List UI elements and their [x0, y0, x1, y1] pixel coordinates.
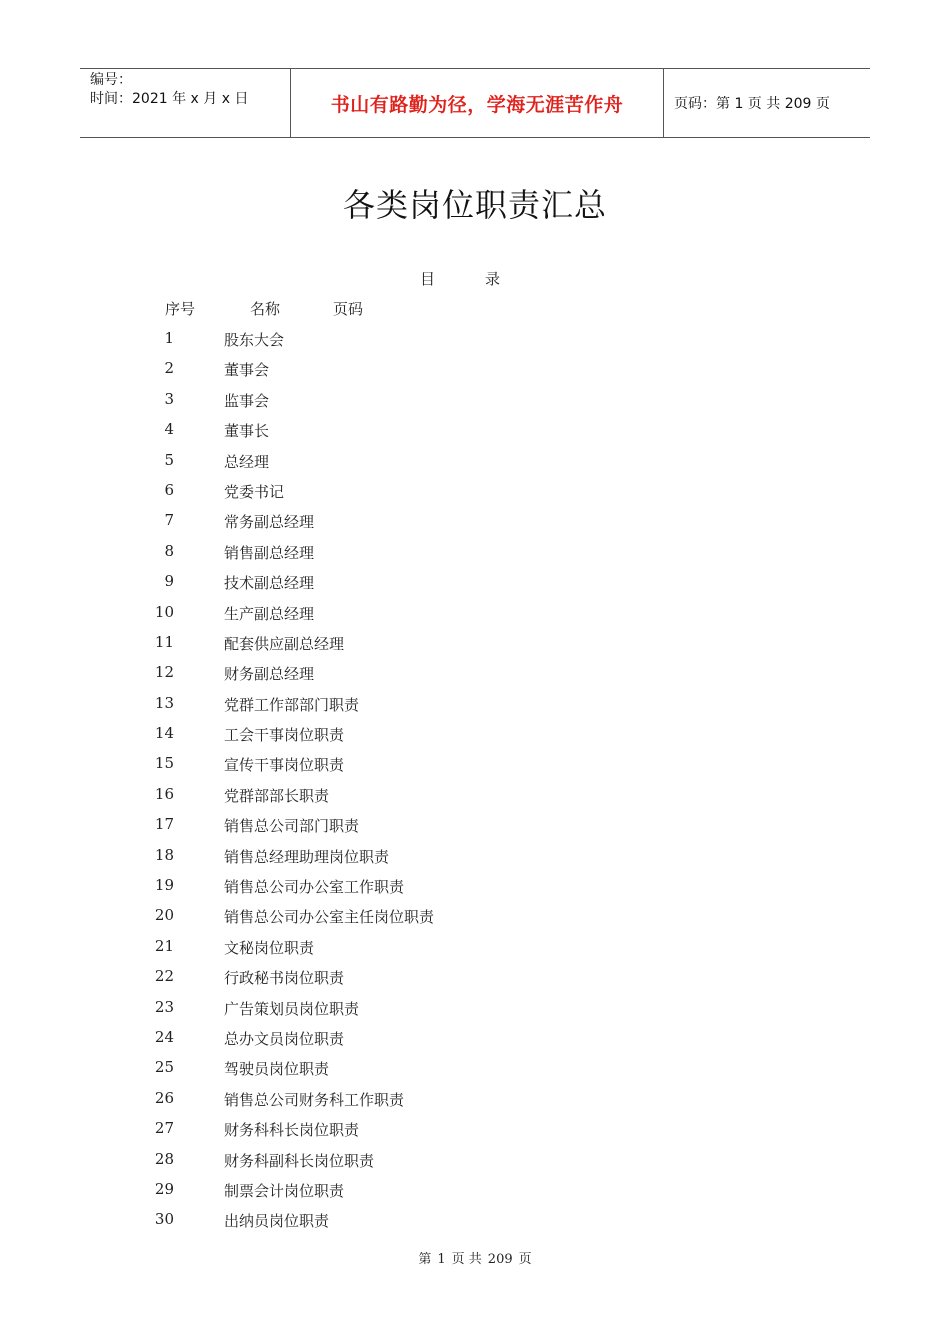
toc-row-number: 30	[154, 1210, 174, 1229]
toc-row-number: 29	[154, 1179, 174, 1198]
toc-row	[0, 1115, 950, 1145]
toc-row-number: 15	[154, 754, 174, 773]
toc-row-number: 23	[154, 997, 174, 1016]
toc-row-name: 总经理	[224, 452, 270, 471]
toc-row-number: 1	[164, 329, 174, 347]
toc-row-number: 2	[164, 359, 174, 378]
column-header-number: 序号	[165, 300, 196, 318]
toc-heading	[420, 268, 500, 289]
toc-row-name: 销售副总经理	[224, 543, 315, 562]
toc-row	[0, 599, 950, 629]
toc-row-name: 制票会计岗位职责	[224, 1181, 345, 1200]
toc-row	[0, 1054, 950, 1084]
toc-row-name: 常务副总经理	[224, 513, 315, 532]
toc-row	[0, 568, 950, 598]
toc-row-name: 财务科副科长岗位职责	[224, 1151, 375, 1170]
toc-row-name: 生产副总经理	[224, 604, 315, 623]
toc-row-name: 股东大会	[224, 331, 285, 349]
toc-row-name: 销售总公司财务科工作职责	[224, 1090, 405, 1109]
footer-suffix: 页	[518, 1252, 532, 1267]
toc-row-name: 监事会	[224, 391, 270, 410]
toc-row-name: 财务科科长岗位职责	[224, 1121, 360, 1140]
toc-row-name: 党群工作部部门职责	[224, 695, 360, 714]
toc-heading-char-2: 录	[485, 270, 501, 288]
toc-row	[0, 447, 950, 477]
toc-row-number: 17	[154, 815, 174, 834]
toc-row-number: 3	[164, 389, 174, 408]
toc-row	[0, 1085, 950, 1115]
header-page-info: 页码：第 1 页 共 209 页	[674, 96, 830, 112]
toc-row-name: 广告策划员岗位职责	[224, 999, 360, 1018]
toc-row-name: 党委书记	[224, 482, 285, 501]
toc-row-name: 配套供应副总经理	[224, 634, 345, 653]
toc-row-number: 4	[164, 420, 174, 439]
toc-row-name: 党群部部长职责	[224, 786, 330, 805]
toc-row	[0, 325, 950, 355]
toc-row-number: 25	[154, 1058, 174, 1077]
toc-row	[0, 902, 950, 932]
toc-row-number: 20	[154, 906, 174, 925]
toc-row-name: 行政秘书岗位职责	[224, 969, 345, 988]
toc-row-number: 7	[164, 511, 174, 530]
document-title: 各类岗位职责汇总	[342, 186, 607, 224]
toc-row	[0, 1206, 950, 1236]
toc-row	[0, 416, 950, 446]
toc-row	[0, 933, 950, 963]
toc-row-name: 销售总经理助理岗位职责	[224, 847, 390, 866]
toc-row	[0, 994, 950, 1024]
toc-row-number: 16	[154, 784, 174, 803]
toc-row-name: 财务副总经理	[224, 665, 315, 684]
toc-row-number: 27	[154, 1119, 174, 1138]
toc-row-number: 21	[154, 936, 174, 955]
page-footer	[0, 1248, 950, 1267]
document-number-label: 编号：	[90, 72, 132, 88]
toc-row	[0, 629, 950, 659]
toc-row	[0, 781, 950, 811]
toc-row	[0, 811, 950, 841]
column-header-name: 名称	[250, 300, 281, 318]
footer-mid: 页 共	[451, 1252, 482, 1267]
toc-row	[0, 1146, 950, 1176]
toc-row	[0, 963, 950, 993]
toc-row-name: 董事长	[224, 422, 270, 441]
toc-row	[0, 355, 950, 385]
toc-column-headers	[0, 298, 950, 320]
toc-row-number: 24	[154, 1027, 174, 1046]
toc-row	[0, 1024, 950, 1054]
document-time-label: 时间：2021 年 x 月 x 日	[90, 91, 249, 107]
toc-row-name: 销售总公司办公室工作职责	[224, 878, 405, 897]
toc-row-number: 9	[164, 572, 174, 591]
toc-row	[0, 386, 950, 416]
toc-row	[0, 538, 950, 568]
toc-row	[0, 720, 950, 750]
toc-row-name: 驾驶员岗位职责	[224, 1060, 330, 1079]
toc-row-number: 11	[154, 632, 174, 651]
toc-row-number: 22	[154, 967, 174, 986]
toc-row-number: 26	[154, 1088, 174, 1107]
toc-row-name: 销售总公司办公室主任岗位职责	[224, 908, 435, 927]
toc-row-name: 销售总公司部门职责	[224, 817, 360, 836]
toc-row	[0, 872, 950, 902]
toc-row-name: 工会干事岗位职责	[224, 726, 345, 745]
toc-row-number: 5	[164, 450, 174, 469]
toc-row	[0, 477, 950, 507]
toc-row-number: 6	[164, 480, 174, 499]
toc-row-number: 28	[154, 1149, 174, 1168]
toc-list	[0, 325, 950, 1237]
toc-row	[0, 659, 950, 689]
toc-row-number: 12	[154, 663, 174, 682]
column-header-page: 页码	[333, 300, 364, 318]
toc-row	[0, 690, 950, 720]
toc-row	[0, 507, 950, 537]
toc-row-number: 14	[154, 724, 174, 743]
toc-row	[0, 1176, 950, 1206]
toc-row-name: 文秘岗位职责	[224, 938, 315, 957]
toc-row-name: 董事会	[224, 361, 270, 380]
toc-row	[0, 842, 950, 872]
toc-heading-char-1: 目	[420, 270, 436, 288]
toc-row	[0, 750, 950, 780]
footer-total-pages: 209	[487, 1252, 513, 1267]
toc-row-number: 10	[154, 602, 174, 621]
header-meta	[80, 69, 290, 137]
header-motto: 书山有路勤为径，学海无涯苦作舟	[290, 69, 664, 137]
toc-row-number: 18	[154, 845, 174, 864]
toc-row-number: 19	[154, 876, 174, 895]
page-header	[80, 68, 870, 138]
toc-row-number: 13	[154, 693, 174, 712]
footer-prefix: 第	[418, 1252, 432, 1267]
toc-row-name: 技术副总经理	[224, 574, 315, 593]
toc-row-name: 宣传干事岗位职责	[224, 756, 345, 775]
footer-page-number: 1	[437, 1252, 446, 1267]
toc-row-number: 8	[164, 541, 174, 560]
toc-row-name: 出纳员岗位职责	[224, 1212, 330, 1231]
toc-row-name: 总办文员岗位职责	[224, 1029, 345, 1048]
